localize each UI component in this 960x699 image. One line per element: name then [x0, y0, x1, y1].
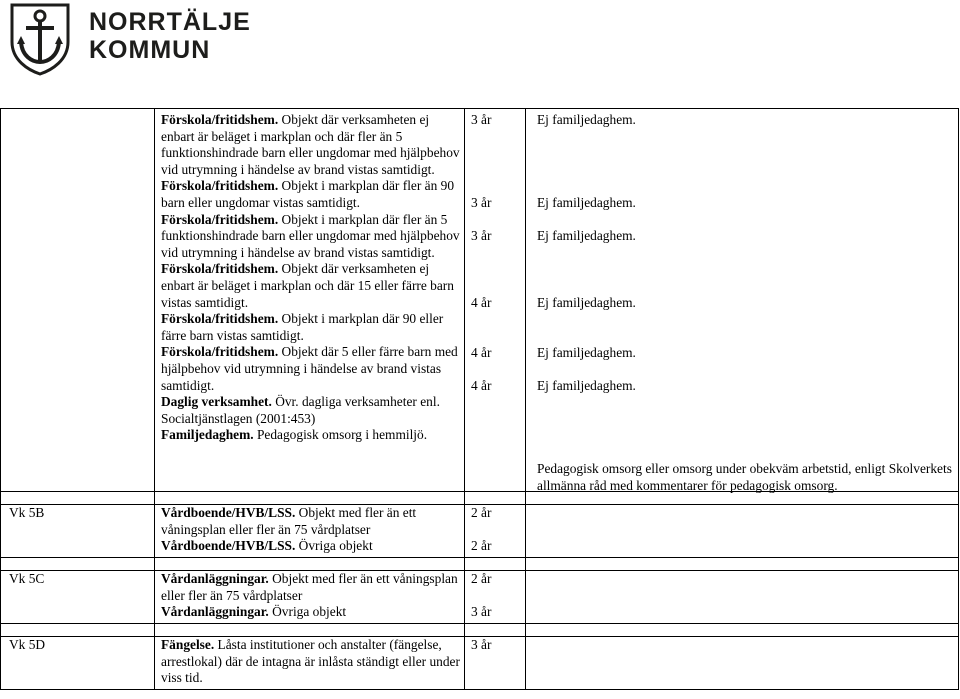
entry-description [161, 427, 464, 444]
entry-text: Objekt där 5 eller färre barn med hjälpbehov vid utrymning i händelse av brand vistas samtidigt. [161, 344, 458, 393]
entry-label: Vårdboende/HVB/LSS. [161, 538, 296, 554]
anchor-shield-icon [8, 2, 72, 76]
interval-value: 4 år [471, 345, 492, 360]
interval-value: 3 år [471, 637, 492, 652]
entry-text: Objekt med fler än ett våningsplan eller fler än 75 vårdplatser [161, 571, 458, 603]
table-row [1, 505, 959, 558]
table-row [1, 637, 959, 690]
entry-description [161, 538, 464, 555]
code-cell [1, 571, 155, 624]
entry-label: Vårdanläggningar. [161, 604, 269, 620]
note-value: Ej familjedaghem. [537, 378, 636, 393]
code-cell [1, 637, 155, 690]
spacer-row [1, 558, 959, 571]
entry-description [161, 604, 464, 621]
interval-value: 2 år [471, 571, 492, 586]
entry-description [161, 178, 464, 211]
interval-cell [465, 109, 526, 492]
description-cell [155, 637, 465, 690]
entry-label: Daglig verksamhet. [161, 394, 272, 410]
code-cell [1, 109, 155, 492]
code-label: Vk 5C [9, 571, 45, 586]
interval-value: 3 år [471, 195, 492, 210]
entry-description [161, 212, 464, 262]
entry-text: Övriga objekt [295, 538, 373, 554]
note-value: Ej familjedaghem. [537, 345, 636, 360]
entry-description [161, 571, 464, 604]
entry-text: Objekt med fler än ett våningsplan eller fler än 75 vårdplatser [161, 505, 417, 537]
note-cell [526, 505, 959, 558]
entry-label: Familjedaghem. [161, 427, 254, 443]
interval-cell [465, 571, 526, 624]
note-value: Ej familjedaghem. [537, 228, 636, 243]
entry-text: Objekt där verksamheten ej enbart är beläget i markplan och där fler än 5 funktionshindrade barn eller ungdomar med hjälpbehov vid utrymning i händelse av brand vistas samtidigt. [161, 112, 460, 177]
note-cell [526, 637, 959, 690]
interval-value: 4 år [471, 378, 492, 393]
entry-text: Objekt i markplan där fler än 5 funktionshindrade barn eller ungdomar med hjälpbehov vid utrymning i händelse av brand vistas samtidigt. [161, 211, 460, 260]
table-row [1, 571, 959, 624]
entry-text: Övr. dagliga verksamheter enl. Socialtjänstlagen (2001:453) [161, 394, 440, 426]
entry-label: Förskola/fritidshem. [161, 112, 279, 127]
interval-value: 3 år [471, 112, 492, 127]
entry-label: Förskola/fritidshem. [161, 178, 279, 194]
code-cell [1, 505, 155, 558]
interval-value: 4 år [471, 295, 492, 310]
description-cell [155, 109, 465, 492]
entry-text: Låsta institutioner och anstalter (fängelse, arrestlokal) där de intagna är inlåsta ständigt eller under viss tid. [161, 637, 460, 686]
description-cell [155, 505, 465, 558]
municipality-logo [8, 2, 251, 76]
note-cell [526, 571, 959, 624]
code-label: Vk 5B [9, 505, 45, 520]
entry-label: Förskola/fritidshem. [161, 261, 279, 277]
logo-text-line1: NORRTÄLJE [89, 8, 251, 36]
note-value: Ej familjedaghem. [537, 112, 636, 127]
note-value: Ej familjedaghem. [537, 195, 636, 210]
interval-value: 2 år [471, 538, 492, 554]
note-value: Ej familjedaghem. [537, 295, 636, 310]
entry-text: Objekt där verksamheten ej enbart är beläget i markplan och där 15 eller färre barn vistas samtidigt. [161, 261, 454, 310]
entry-description [161, 109, 464, 178]
entry-label: Förskola/fritidshem. [161, 211, 279, 227]
entry-text: Objekt i markplan där fler än 90 barn eller ungdomar vistas samtidigt. [161, 178, 455, 210]
interval-value: 3 år [471, 228, 492, 243]
description-cell [155, 571, 465, 624]
code-label: Vk 5D [9, 637, 46, 652]
entry-text: Objekt i markplan där 90 eller färre barn vistas samtidigt. [161, 311, 444, 343]
entry-description [161, 261, 464, 311]
inspection-interval-table [0, 108, 959, 690]
table-row [1, 109, 959, 492]
entry-description [161, 344, 464, 394]
entry-text: Övriga objekt [268, 604, 347, 620]
note-value: Pedagogisk omsorg eller omsorg under obekväm arbetstid, enligt Skolverkets allmänna råd med kommentarer för pedagogisk omsorg. [537, 461, 952, 493]
entry-description [161, 394, 464, 427]
entry-description [161, 505, 464, 538]
note-cell [526, 109, 959, 492]
interval-cell [465, 505, 526, 558]
spacer-row [1, 624, 959, 637]
interval-value: 2 år [471, 505, 492, 520]
interval-value: 3 år [471, 604, 492, 620]
entry-description [161, 311, 464, 344]
entry-label: Fängelse. [161, 637, 215, 652]
interval-cell [465, 637, 526, 690]
entry-label: Vårdanläggningar. [161, 571, 269, 586]
entry-label: Förskola/fritidshem. [161, 344, 279, 360]
logo-text-line2: KOMMUN [89, 36, 211, 64]
entry-label: Förskola/fritidshem. [161, 311, 279, 327]
entry-text: Pedagogisk omsorg i hemmiljö. [253, 427, 428, 443]
entry-label: Vårdboende/HVB/LSS. [161, 505, 296, 520]
entry-description [161, 637, 464, 687]
